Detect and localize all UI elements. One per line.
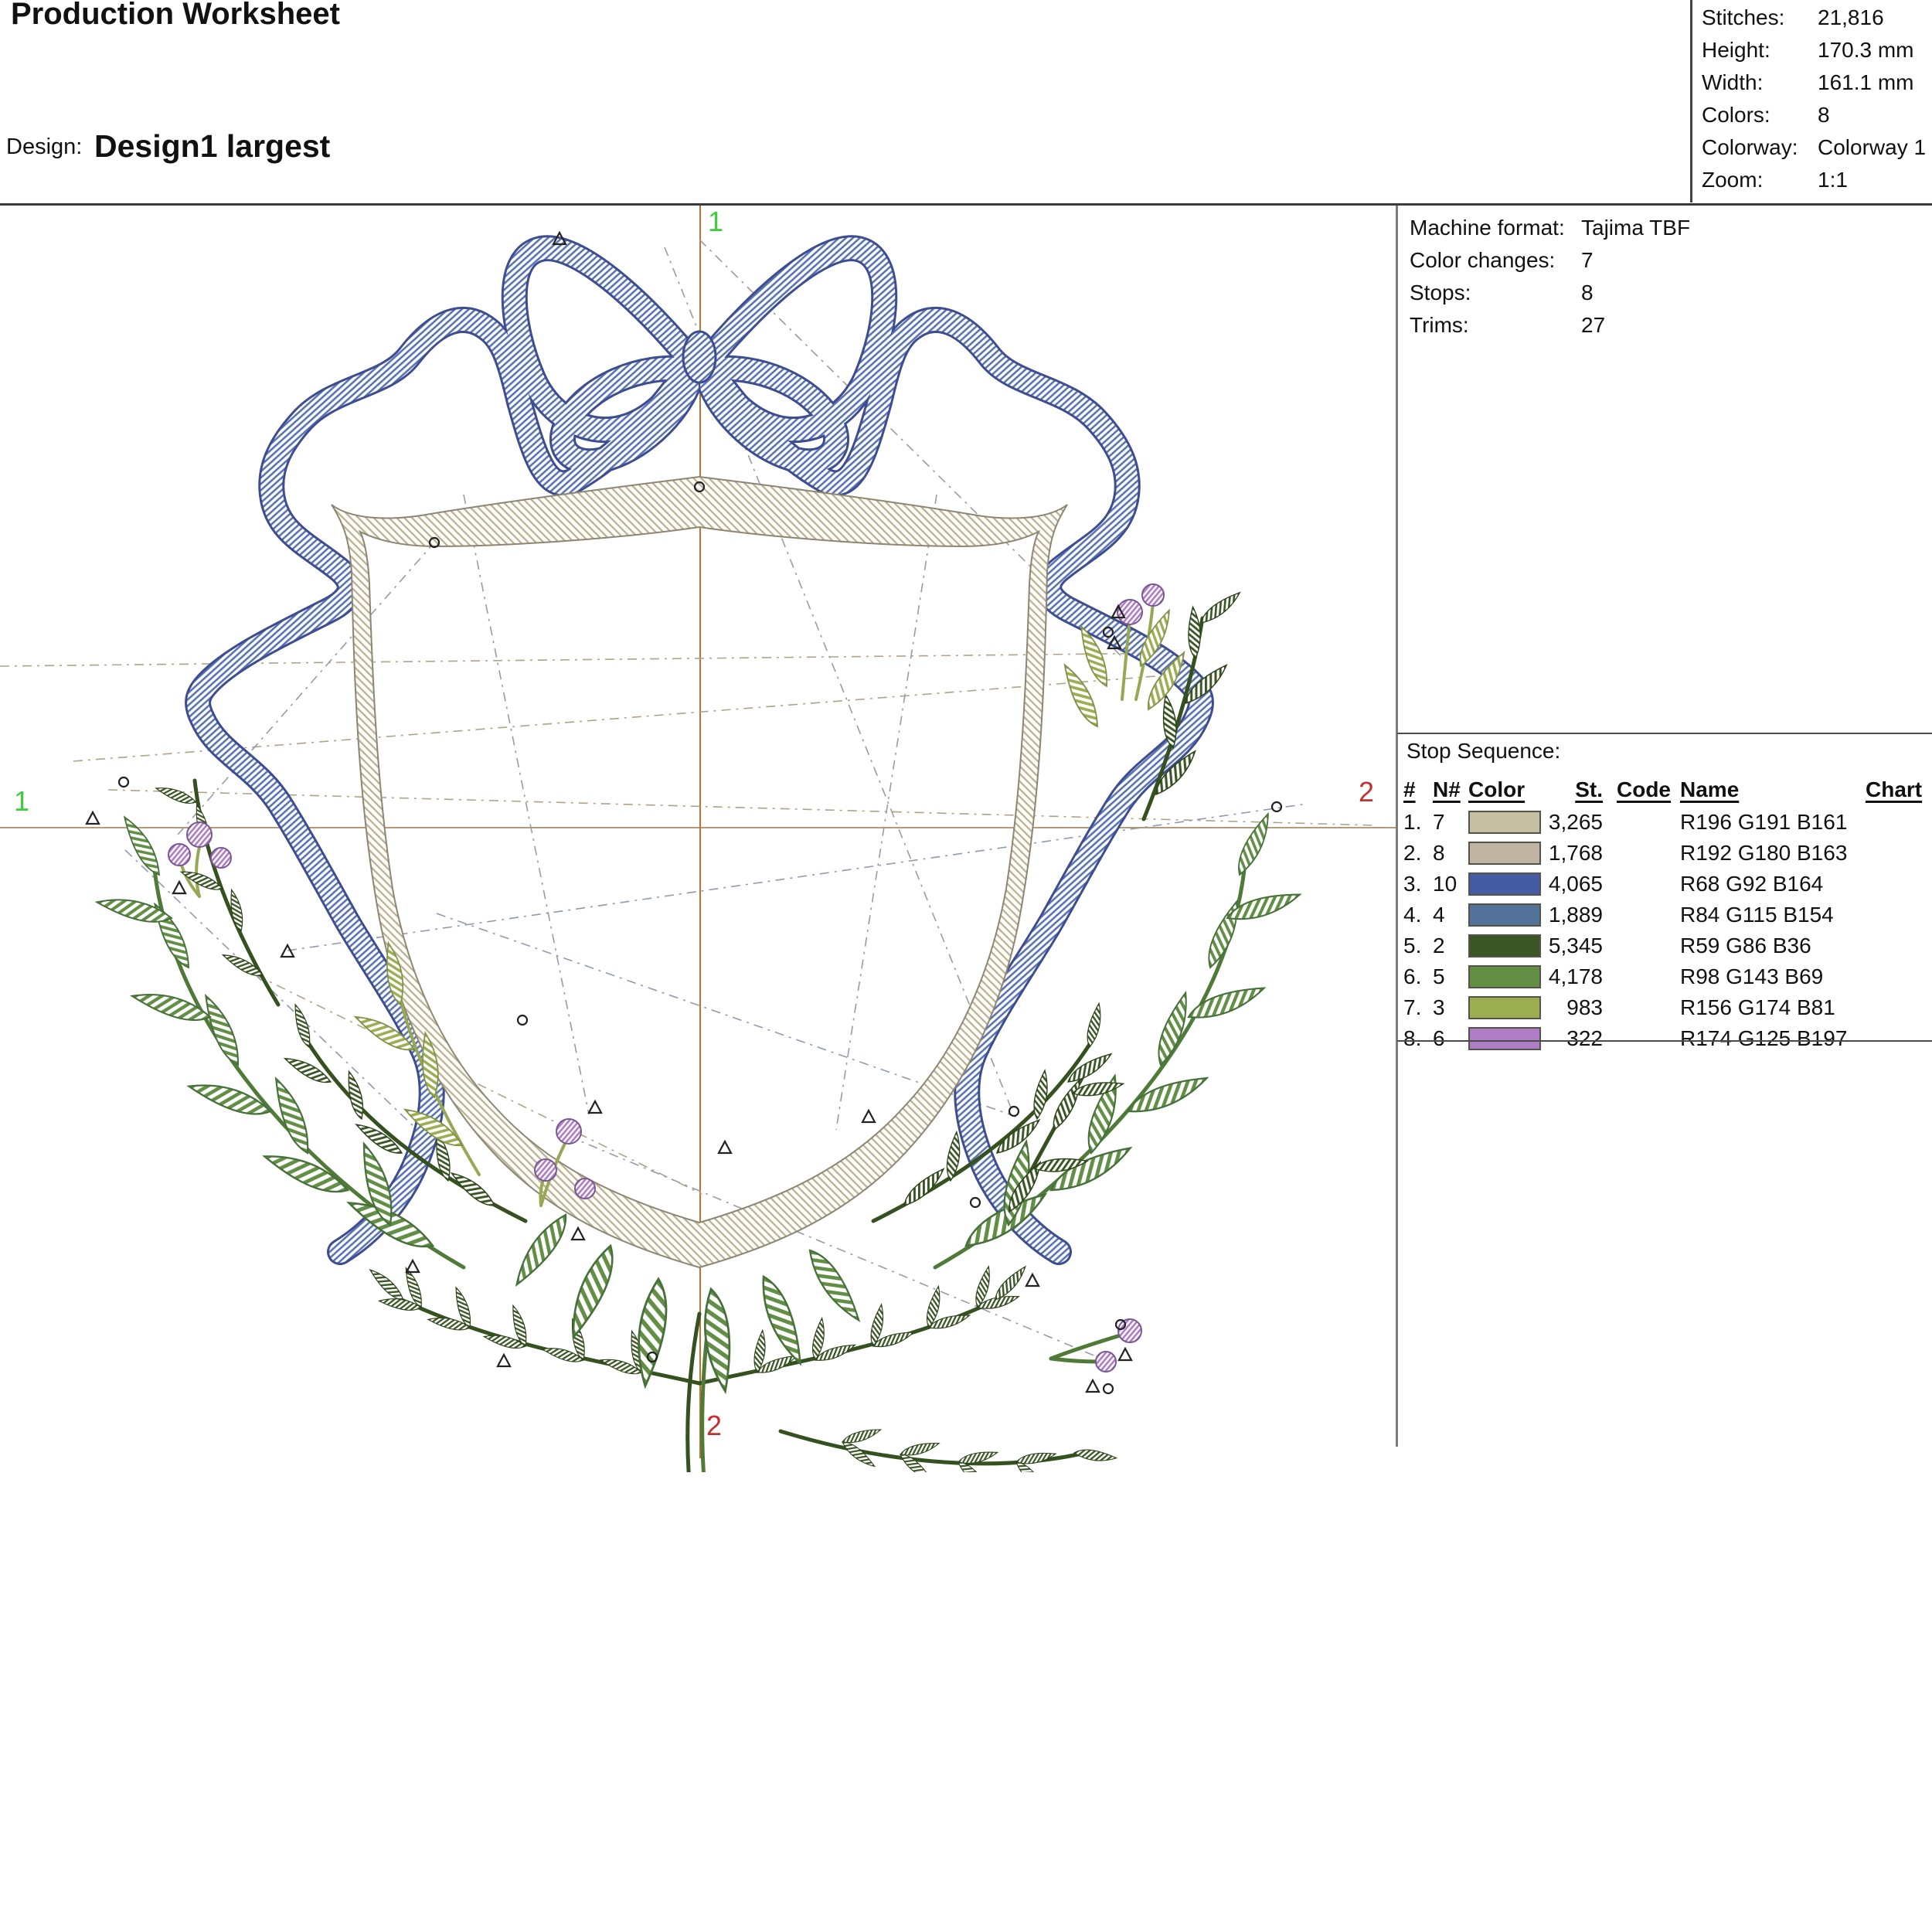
- table-row: 7. 3 983 R156 G174 B81: [1403, 995, 1835, 1019]
- page-title: Production Worksheet: [11, 0, 340, 31]
- table-row: 8. 6 322 R174 G125 B197: [1403, 1026, 1848, 1050]
- machine-row: Trims: 27: [1410, 313, 1606, 337]
- axis-end-label: 2: [1359, 776, 1375, 808]
- axis-start-label: 1: [14, 785, 30, 817]
- stop-sequence-divider-bottom: [1397, 1040, 1932, 1042]
- design-name: Design1 largest: [94, 128, 331, 164]
- table-row: 5. 2 5,345 R59 G86 B36: [1403, 934, 1811, 957]
- leaves-fern: [367, 1264, 1117, 1472]
- info-row: Colors: 8: [1702, 103, 1830, 127]
- stop-sequence-divider-top: [1397, 733, 1932, 734]
- machine-row: Color changes: 7: [1410, 248, 1594, 272]
- design-info-panel: [1690, 0, 1932, 202]
- ribbon-bow: [198, 248, 1201, 1252]
- design-label: Design:: [6, 134, 83, 159]
- embroidery-design-preview: [0, 205, 1396, 1472]
- bow-knot: [683, 332, 716, 383]
- stop-sequence-title: Stop Sequence:: [1406, 739, 1561, 763]
- table-row: 6. 5 4,178 R98 G143 B69: [1403, 964, 1824, 988]
- machine-info-panel: [1410, 212, 1690, 342]
- info-row: Colorway: Colorway 1: [1702, 135, 1927, 159]
- stop-sequence-header-row: # N# Color St. Code Name Chart: [1403, 777, 1923, 801]
- machine-row: Stops: 8: [1410, 281, 1594, 304]
- info-row: Width: 161.1 mm: [1702, 70, 1914, 94]
- axis-start-label: 1: [708, 206, 724, 237]
- machine-row: Machine format: Tajima TBF: [1410, 216, 1691, 240]
- info-row: Height: 170.3 mm: [1702, 38, 1914, 62]
- stop-sequence-table: [1397, 773, 1932, 1054]
- table-row: 2. 8 1,768 R192 G180 B163: [1403, 841, 1848, 865]
- info-row: Stitches: 21,816: [1702, 5, 1884, 29]
- axis-end-label: 2: [706, 1410, 723, 1441]
- info-row: Zoom: 1:1: [1702, 168, 1848, 192]
- table-row: 3. 10 4,065 R68 G92 B164: [1403, 872, 1824, 896]
- table-row: 1. 7 3,265 R196 G191 B161: [1403, 810, 1848, 834]
- table-row: 4. 4 1,889 R84 G115 B154: [1403, 903, 1834, 927]
